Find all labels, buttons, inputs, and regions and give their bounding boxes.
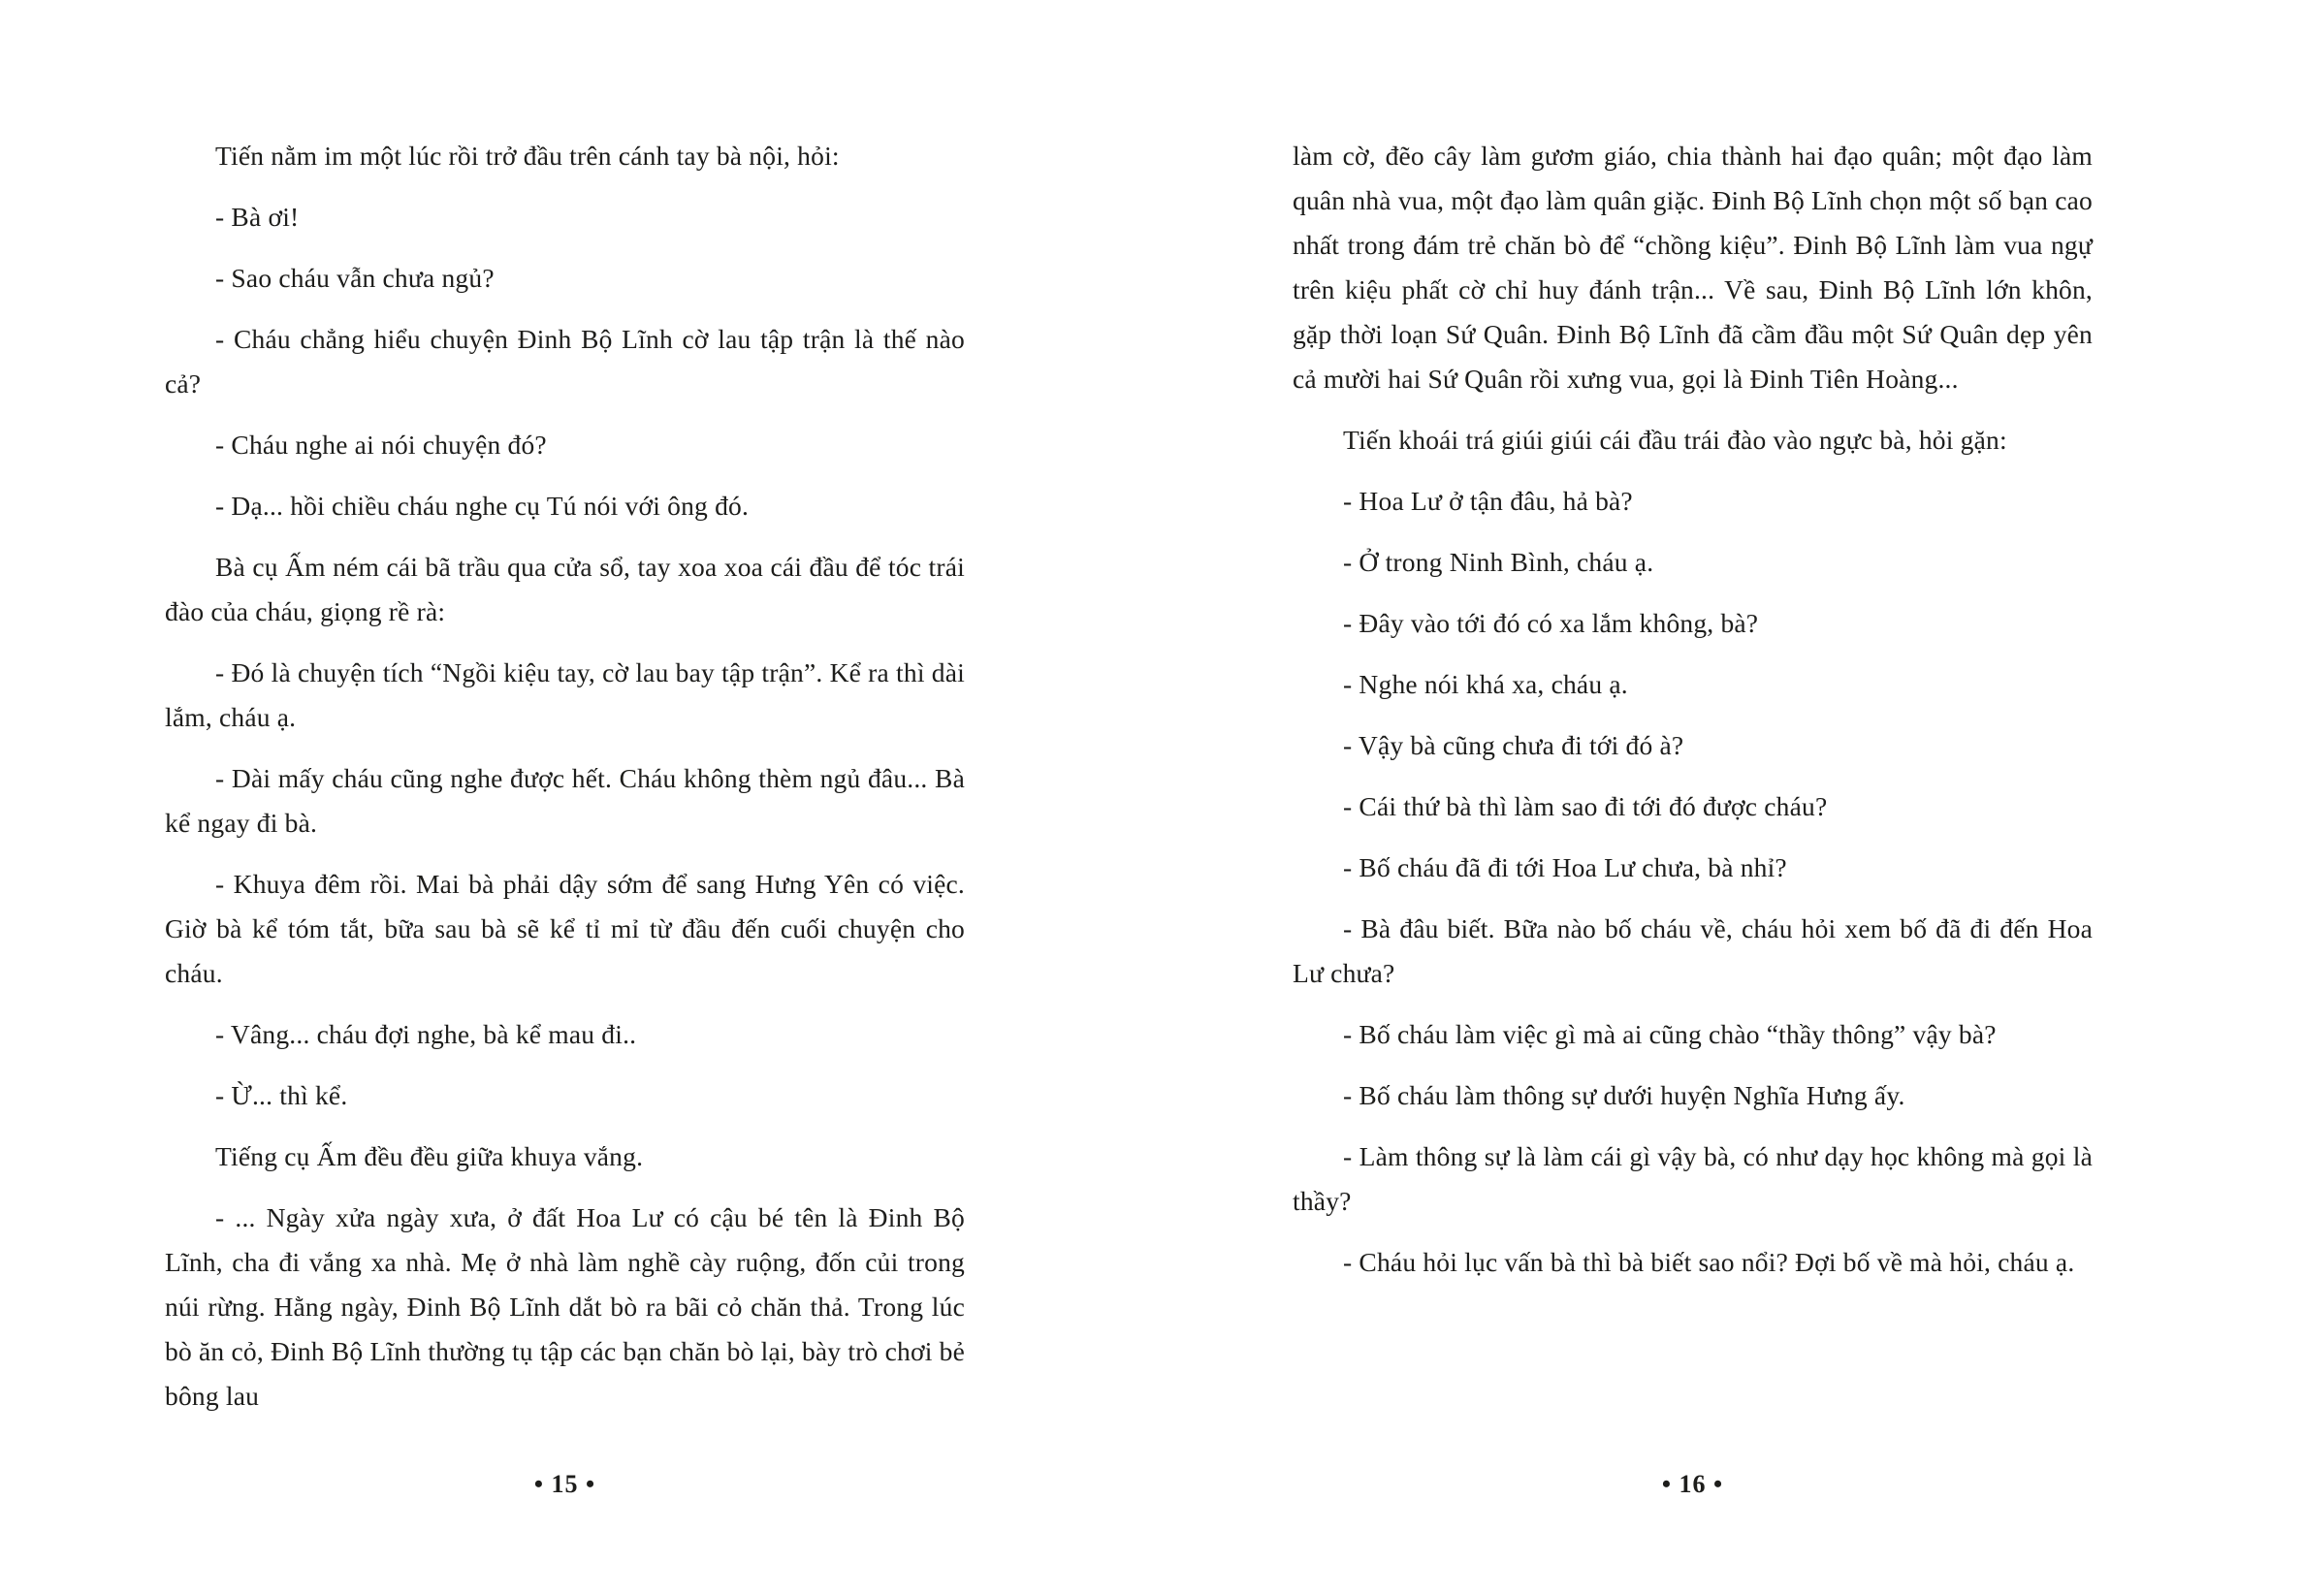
paragraph: Tiến nằm im một lúc rồi trở đầu trên cánh tay bà nội, hỏi: [215, 141, 840, 171]
paragraph: - Đó là chuyện tích “Ngồi kiệu tay, cờ lau bay tập trận”. Kể ra thì dài lắm, cháu ạ. [165, 657, 965, 732]
paragraph: - Cháu chẳng hiểu chuyện Đinh Bộ Lĩnh cờ lau tập trận là thế nào cả? [165, 324, 965, 399]
paragraph: - Bố cháu làm thông sự dưới huyện Nghĩa Hưng ấy. [1343, 1080, 1905, 1110]
paragraph-continued: làm cờ, đẽo cây làm gươm giáo, chia thành hai đạo quân; một đạo làm quân nhà vua, một đạo làm quân giặc. Đinh Bộ Lĩnh chọn một số bạn cao nhất trong đám trẻ chăn bò để “chồng kiệu”. Đinh Bộ Lĩnh làm vua ngự trên kiệu phất cờ chỉ huy đánh trận... Về sau, Đinh Bộ Lĩnh lớn khôn, gặp thời loạn Sứ Quân. Đinh Bộ Lĩnh đã cầm đầu một Sứ Quân dẹp yên cả mười hai Sứ Quân rồi xưng vua, gọi là Đinh Tiên Hoàng... [1293, 141, 2093, 394]
paragraph: - Khuya đêm rồi. Mai bà phải dậy sớm để sang Hưng Yên có việc. Giờ bà kể tóm tắt, bữa sau bà sẽ kể tỉ mỉ từ đầu đến cuối chuyện cho cháu. [165, 869, 965, 988]
paragraph: - Nghe nói khá xa, cháu ạ. [1343, 669, 1628, 699]
page-number-right: • 16 • [1661, 1470, 1724, 1498]
paragraph: Tiếng cụ Ấm đều đều giữa khuya vắng. [215, 1141, 644, 1171]
paragraph: - Bà ơi! [215, 202, 300, 232]
left-page-text-column [165, 134, 965, 1435]
paragraph: - Ừ... thì kể. [215, 1080, 348, 1110]
right-page-text-column [1293, 134, 2093, 1301]
paragraph: - Dạ... hồi chiều cháu nghe cụ Tú nói với ông đó. [215, 491, 750, 521]
paragraph: Bà cụ Ấm ném cái bã trầu qua cửa sổ, tay xoa xoa cái đầu để tóc trái đào của cháu, giọng rề rà: [165, 552, 965, 626]
paragraph: - Cháu hỏi lục vấn bà thì bà biết sao nổi? Đợi bố về mà hỏi, cháu ạ. [1343, 1247, 2075, 1277]
paragraph: - Bố cháu đã đi tới Hoa Lư chưa, bà nhỉ? [1343, 852, 1787, 882]
paragraph: - Sao cháu vẫn chưa ngủ? [215, 263, 495, 293]
paragraph: - Dài mấy cháu cũng nghe được hết. Cháu không thèm ngủ đâu... Bà kể ngay đi bà. [165, 763, 965, 838]
paragraph: - Đây vào tới đó có xa lắm không, bà? [1343, 608, 1759, 638]
paragraph: - Làm thông sự là làm cái gì vậy bà, có như dạy học không mà gọi là thầy? [1293, 1141, 2093, 1216]
paragraph: - Vậy bà cũng chưa đi tới đó à? [1343, 730, 1684, 760]
paragraph: - Ở trong Ninh Bình, cháu ạ. [1343, 547, 1654, 577]
paragraph: - Cái thứ bà thì làm sao đi tới đó được cháu? [1343, 791, 1828, 821]
paragraph: - Vâng... cháu đợi nghe, bà kể mau đi.. [215, 1019, 637, 1049]
paragraph: - Cháu nghe ai nói chuyện đó? [215, 430, 547, 460]
paragraph: - Bố cháu làm việc gì mà ai cũng chào “thầy thông” vậy bà? [1343, 1019, 1997, 1049]
paragraph: Tiến khoái trá giúi giúi cái đầu trái đào vào ngực bà, hỏi gặn: [1343, 425, 2007, 455]
paragraph: - ... Ngày xửa ngày xưa, ở đất Hoa Lư có cậu bé tên là Đinh Bộ Lĩnh, cha đi vắng xa nhà. Mẹ ở nhà làm nghề cày ruộng, đốn củi trong núi rừng. Hằng ngày, Đinh Bộ Lĩnh dắt bò ra bãi cỏ chăn thả. Trong lúc bò ăn cỏ, Đinh Bộ Lĩnh thường tụ tập các bạn chăn bò lại, bày trò chơi bẻ bông lau [165, 1202, 965, 1411]
paragraph: - Bà đâu biết. Bữa nào bố cháu về, cháu hỏi xem bố đã đi đến Hoa Lư chưa? [1293, 913, 2093, 988]
page-number-left: • 15 • [533, 1470, 596, 1498]
paragraph: - Hoa Lư ở tận đâu, hả bà? [1343, 486, 1633, 516]
